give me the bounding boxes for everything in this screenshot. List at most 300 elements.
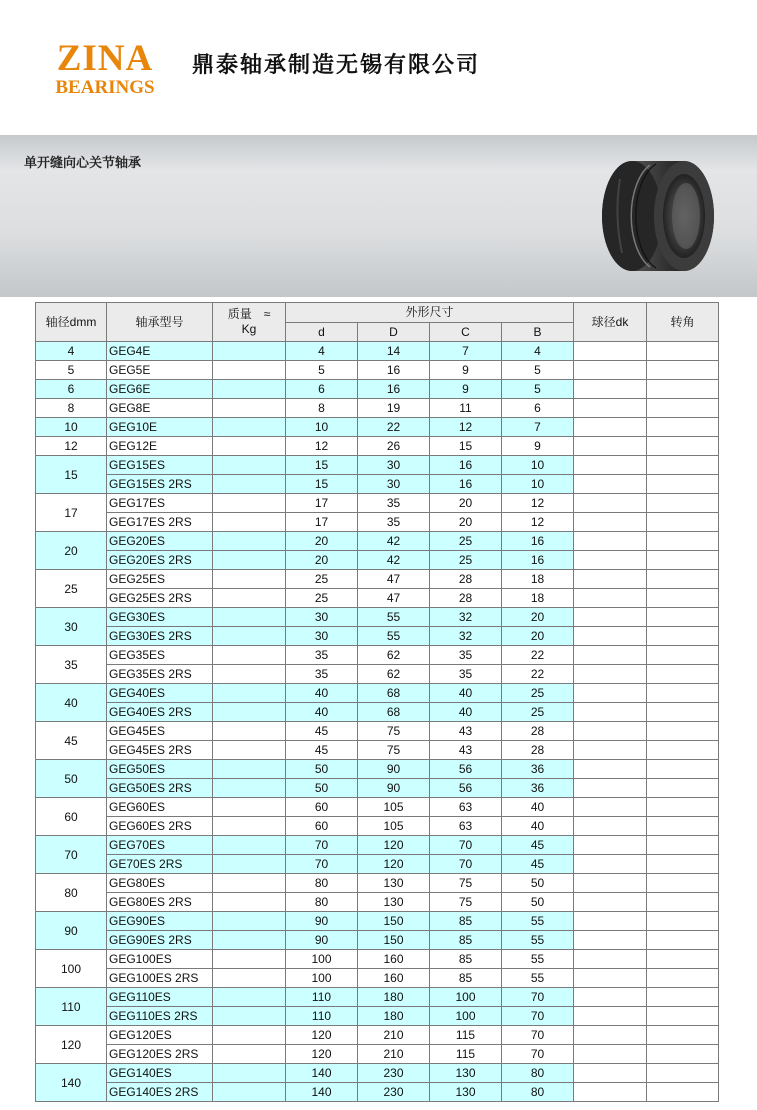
model-cell: GEG120ES	[107, 1026, 213, 1045]
d-cell: 35	[286, 646, 358, 665]
table-row	[36, 703, 719, 722]
D-cell: 150	[358, 912, 430, 931]
D-cell: 105	[358, 817, 430, 836]
ball-dia-cell	[574, 437, 647, 456]
B-cell: 70	[502, 1045, 574, 1064]
C-cell: 20	[430, 513, 502, 532]
col-header-C: C	[430, 323, 502, 342]
shaft-dia-cell: 20	[36, 532, 107, 570]
shaft-dia-cell: 100	[36, 950, 107, 988]
angle-cell	[647, 399, 719, 418]
ball-dia-cell	[574, 1026, 647, 1045]
ball-dia-cell	[574, 1045, 647, 1064]
table-row	[36, 437, 719, 456]
angle-cell	[647, 760, 719, 779]
col-header-angle: 转角	[647, 303, 719, 342]
mass-cell	[213, 399, 286, 418]
angle-cell	[647, 1026, 719, 1045]
D-cell: 14	[358, 342, 430, 361]
C-cell: 56	[430, 779, 502, 798]
B-cell: 18	[502, 589, 574, 608]
model-cell: GEG35ES 2RS	[107, 665, 213, 684]
model-cell: GEG45ES 2RS	[107, 741, 213, 760]
d-cell: 50	[286, 779, 358, 798]
mass-cell	[213, 1045, 286, 1064]
shaft-dia-cell: 45	[36, 722, 107, 760]
col-header-B: B	[502, 323, 574, 342]
D-cell: 75	[358, 722, 430, 741]
angle-cell	[647, 494, 719, 513]
C-cell: 9	[430, 380, 502, 399]
table-row	[36, 513, 719, 532]
mass-cell	[213, 684, 286, 703]
model-cell: GEG40ES 2RS	[107, 703, 213, 722]
ball-dia-cell	[574, 665, 647, 684]
angle-cell	[647, 722, 719, 741]
model-cell: GEG80ES	[107, 874, 213, 893]
C-cell: 130	[430, 1064, 502, 1083]
d-cell: 12	[286, 437, 358, 456]
shaft-dia-cell: 90	[36, 912, 107, 950]
B-cell: 40	[502, 817, 574, 836]
D-cell: 230	[358, 1083, 430, 1102]
model-cell: GEG50ES 2RS	[107, 779, 213, 798]
ball-dia-cell	[574, 684, 647, 703]
B-cell: 36	[502, 779, 574, 798]
model-cell: GEG4E	[107, 342, 213, 361]
ball-dia-cell	[574, 817, 647, 836]
mass-cell	[213, 988, 286, 1007]
mass-cell	[213, 342, 286, 361]
model-cell: GEG40ES	[107, 684, 213, 703]
d-cell: 140	[286, 1083, 358, 1102]
mass-cell	[213, 741, 286, 760]
table-row	[36, 988, 719, 1007]
C-cell: 115	[430, 1045, 502, 1064]
angle-cell	[647, 589, 719, 608]
C-cell: 28	[430, 589, 502, 608]
shaft-dia-cell: 60	[36, 798, 107, 836]
d-cell: 70	[286, 855, 358, 874]
shaft-dia-cell: 10	[36, 418, 107, 437]
ball-dia-cell	[574, 893, 647, 912]
ball-dia-cell	[574, 950, 647, 969]
model-cell: GEG25ES 2RS	[107, 589, 213, 608]
ball-dia-cell	[574, 703, 647, 722]
angle-cell	[647, 703, 719, 722]
D-cell: 210	[358, 1045, 430, 1064]
angle-cell	[647, 988, 719, 1007]
col-header-model: 轴承型号	[107, 303, 213, 342]
shaft-dia-cell: 12	[36, 437, 107, 456]
model-cell: GEG10E	[107, 418, 213, 437]
B-cell: 22	[502, 646, 574, 665]
logo-line1: ZINA	[56, 38, 154, 79]
shaft-dia-cell: 4	[36, 342, 107, 361]
model-cell: GEG25ES	[107, 570, 213, 589]
d-cell: 30	[286, 627, 358, 646]
D-cell: 35	[358, 494, 430, 513]
ball-dia-cell	[574, 399, 647, 418]
d-cell: 35	[286, 665, 358, 684]
B-cell: 70	[502, 1026, 574, 1045]
D-cell: 120	[358, 855, 430, 874]
ball-dia-cell	[574, 361, 647, 380]
angle-cell	[647, 893, 719, 912]
mass-cell	[213, 779, 286, 798]
ball-dia-cell	[574, 551, 647, 570]
angle-cell	[647, 608, 719, 627]
D-cell: 26	[358, 437, 430, 456]
ball-dia-cell	[574, 836, 647, 855]
D-cell: 75	[358, 741, 430, 760]
B-cell: 70	[502, 1007, 574, 1026]
angle-cell	[647, 950, 719, 969]
d-cell: 100	[286, 969, 358, 988]
ball-dia-cell	[574, 1007, 647, 1026]
ball-dia-cell	[574, 760, 647, 779]
d-cell: 15	[286, 456, 358, 475]
mass-cell	[213, 494, 286, 513]
ball-dia-cell	[574, 475, 647, 494]
model-cell: GEG90ES 2RS	[107, 931, 213, 950]
angle-cell	[647, 1007, 719, 1026]
C-cell: 16	[430, 475, 502, 494]
C-cell: 63	[430, 798, 502, 817]
ball-dia-cell	[574, 456, 647, 475]
model-cell: GEG15ES	[107, 456, 213, 475]
C-cell: 56	[430, 760, 502, 779]
col-header-ball-dia: 球径dk	[574, 303, 647, 342]
mass-cell	[213, 893, 286, 912]
table-row	[36, 874, 719, 893]
ball-dia-cell	[574, 874, 647, 893]
B-cell: 22	[502, 665, 574, 684]
model-cell: GEG30ES	[107, 608, 213, 627]
product-banner	[0, 135, 757, 297]
table-row	[36, 798, 719, 817]
model-cell: GEG15ES 2RS	[107, 475, 213, 494]
C-cell: 16	[430, 456, 502, 475]
d-cell: 10	[286, 418, 358, 437]
C-cell: 35	[430, 665, 502, 684]
C-cell: 32	[430, 608, 502, 627]
col-header-D: D	[358, 323, 430, 342]
mass-cell	[213, 969, 286, 988]
d-cell: 25	[286, 570, 358, 589]
mass-cell	[213, 646, 286, 665]
B-cell: 25	[502, 703, 574, 722]
table-row	[36, 418, 719, 437]
angle-cell	[647, 1083, 719, 1102]
table-row	[36, 760, 719, 779]
D-cell: 62	[358, 665, 430, 684]
B-cell: 16	[502, 551, 574, 570]
ball-dia-cell	[574, 741, 647, 760]
C-cell: 12	[430, 418, 502, 437]
angle-cell	[647, 456, 719, 475]
D-cell: 130	[358, 874, 430, 893]
C-cell: 70	[430, 836, 502, 855]
B-cell: 10	[502, 475, 574, 494]
shaft-dia-cell: 140	[36, 1064, 107, 1102]
C-cell: 115	[430, 1026, 502, 1045]
mass-cell	[213, 627, 286, 646]
model-cell: GEG120ES 2RS	[107, 1045, 213, 1064]
col-header-d: d	[286, 323, 358, 342]
D-cell: 62	[358, 646, 430, 665]
mass-cell	[213, 855, 286, 874]
C-cell: 15	[430, 437, 502, 456]
C-cell: 43	[430, 722, 502, 741]
D-cell: 90	[358, 779, 430, 798]
mass-cell	[213, 665, 286, 684]
B-cell: 55	[502, 931, 574, 950]
model-cell: GEG12E	[107, 437, 213, 456]
shaft-dia-cell: 17	[36, 494, 107, 532]
table-row	[36, 1045, 719, 1064]
B-cell: 20	[502, 608, 574, 627]
mass-cell	[213, 950, 286, 969]
angle-cell	[647, 437, 719, 456]
D-cell: 42	[358, 532, 430, 551]
D-cell: 30	[358, 475, 430, 494]
mass-cell	[213, 1064, 286, 1083]
table-row	[36, 741, 719, 760]
model-cell: GEG80ES 2RS	[107, 893, 213, 912]
D-cell: 42	[358, 551, 430, 570]
angle-cell	[647, 855, 719, 874]
angle-cell	[647, 551, 719, 570]
table-row	[36, 570, 719, 589]
shaft-dia-cell: 35	[36, 646, 107, 684]
mass-cell	[213, 1007, 286, 1026]
d-cell: 80	[286, 874, 358, 893]
bearing-image	[592, 149, 722, 279]
model-cell: GEG50ES	[107, 760, 213, 779]
B-cell: 80	[502, 1083, 574, 1102]
model-cell: GEG20ES 2RS	[107, 551, 213, 570]
table-row	[36, 1026, 719, 1045]
C-cell: 28	[430, 570, 502, 589]
C-cell: 85	[430, 950, 502, 969]
d-cell: 140	[286, 1064, 358, 1083]
ball-dia-cell	[574, 969, 647, 988]
C-cell: 85	[430, 969, 502, 988]
angle-cell	[647, 931, 719, 950]
page-header	[0, 0, 757, 135]
mass-cell	[213, 1026, 286, 1045]
ball-dia-cell	[574, 589, 647, 608]
B-cell: 70	[502, 988, 574, 1007]
table-row	[36, 665, 719, 684]
table-row	[36, 399, 719, 418]
model-cell: GEG100ES	[107, 950, 213, 969]
table-row	[36, 608, 719, 627]
shaft-dia-cell: 40	[36, 684, 107, 722]
d-cell: 120	[286, 1045, 358, 1064]
D-cell: 180	[358, 988, 430, 1007]
C-cell: 25	[430, 532, 502, 551]
ball-dia-cell	[574, 931, 647, 950]
spec-table	[35, 302, 719, 1102]
B-cell: 10	[502, 456, 574, 475]
ball-dia-cell	[574, 627, 647, 646]
shaft-dia-cell: 50	[36, 760, 107, 798]
table-row	[36, 532, 719, 551]
angle-cell	[647, 627, 719, 646]
angle-cell	[647, 570, 719, 589]
D-cell: 130	[358, 893, 430, 912]
C-cell: 85	[430, 912, 502, 931]
C-cell: 85	[430, 931, 502, 950]
B-cell: 55	[502, 969, 574, 988]
table-row	[36, 475, 719, 494]
table-row	[36, 646, 719, 665]
mass-cell	[213, 874, 286, 893]
C-cell: 63	[430, 817, 502, 836]
d-cell: 8	[286, 399, 358, 418]
table-row	[36, 1007, 719, 1026]
B-cell: 28	[502, 741, 574, 760]
angle-cell	[647, 513, 719, 532]
mass-cell	[213, 760, 286, 779]
angle-cell	[647, 836, 719, 855]
C-cell: 20	[430, 494, 502, 513]
angle-cell	[647, 475, 719, 494]
C-cell: 75	[430, 893, 502, 912]
D-cell: 150	[358, 931, 430, 950]
mass-cell	[213, 551, 286, 570]
logo-line2: BEARINGS	[55, 77, 155, 98]
D-cell: 19	[358, 399, 430, 418]
angle-cell	[647, 1064, 719, 1083]
D-cell: 230	[358, 1064, 430, 1083]
C-cell: 130	[430, 1083, 502, 1102]
D-cell: 22	[358, 418, 430, 437]
B-cell: 55	[502, 912, 574, 931]
d-cell: 70	[286, 836, 358, 855]
mass-cell	[213, 817, 286, 836]
col-header-shaft-dia: 轴径dmm	[36, 303, 107, 342]
shaft-dia-cell: 5	[36, 361, 107, 380]
ball-dia-cell	[574, 912, 647, 931]
d-cell: 17	[286, 494, 358, 513]
shaft-dia-cell: 30	[36, 608, 107, 646]
C-cell: 100	[430, 988, 502, 1007]
angle-cell	[647, 418, 719, 437]
angle-cell	[647, 532, 719, 551]
shaft-dia-cell: 8	[36, 399, 107, 418]
angle-cell	[647, 912, 719, 931]
ball-dia-cell	[574, 570, 647, 589]
B-cell: 12	[502, 494, 574, 513]
angle-cell	[647, 684, 719, 703]
C-cell: 100	[430, 1007, 502, 1026]
ball-dia-cell	[574, 988, 647, 1007]
D-cell: 90	[358, 760, 430, 779]
C-cell: 7	[430, 342, 502, 361]
model-cell: GEG17ES 2RS	[107, 513, 213, 532]
table-row	[36, 1064, 719, 1083]
model-cell: GE70ES 2RS	[107, 855, 213, 874]
mass-cell	[213, 931, 286, 950]
table-row	[36, 931, 719, 950]
d-cell: 20	[286, 551, 358, 570]
model-cell: GEG140ES	[107, 1064, 213, 1083]
D-cell: 16	[358, 380, 430, 399]
mass-cell	[213, 456, 286, 475]
d-cell: 50	[286, 760, 358, 779]
shaft-dia-cell: 120	[36, 1026, 107, 1064]
shaft-dia-cell: 25	[36, 570, 107, 608]
table-row	[36, 684, 719, 703]
mass-cell	[213, 589, 286, 608]
table-row	[36, 855, 719, 874]
mass-cell	[213, 418, 286, 437]
d-cell: 4	[286, 342, 358, 361]
d-cell: 100	[286, 950, 358, 969]
d-cell: 17	[286, 513, 358, 532]
B-cell: 4	[502, 342, 574, 361]
d-cell: 30	[286, 608, 358, 627]
C-cell: 70	[430, 855, 502, 874]
d-cell: 40	[286, 684, 358, 703]
D-cell: 68	[358, 703, 430, 722]
C-cell: 9	[430, 361, 502, 380]
B-cell: 45	[502, 836, 574, 855]
mass-cell	[213, 703, 286, 722]
B-cell: 50	[502, 874, 574, 893]
B-cell: 5	[502, 361, 574, 380]
model-cell: GEG5E	[107, 361, 213, 380]
ball-dia-cell	[574, 532, 647, 551]
D-cell: 47	[358, 570, 430, 589]
B-cell: 36	[502, 760, 574, 779]
table-row	[36, 969, 719, 988]
col-header-mass	[213, 303, 286, 342]
angle-cell	[647, 1045, 719, 1064]
D-cell: 120	[358, 836, 430, 855]
d-cell: 15	[286, 475, 358, 494]
C-cell: 25	[430, 551, 502, 570]
d-cell: 90	[286, 912, 358, 931]
model-cell: GEG70ES	[107, 836, 213, 855]
model-cell: GEG110ES 2RS	[107, 1007, 213, 1026]
model-cell: GEG8E	[107, 399, 213, 418]
D-cell: 35	[358, 513, 430, 532]
model-cell: GEG30ES 2RS	[107, 627, 213, 646]
model-cell: GEG35ES	[107, 646, 213, 665]
C-cell: 35	[430, 646, 502, 665]
model-cell: GEG90ES	[107, 912, 213, 931]
D-cell: 47	[358, 589, 430, 608]
B-cell: 55	[502, 950, 574, 969]
table-row	[36, 456, 719, 475]
spec-table-body	[36, 342, 719, 1102]
angle-cell	[647, 798, 719, 817]
D-cell: 105	[358, 798, 430, 817]
D-cell: 55	[358, 627, 430, 646]
mass-cell	[213, 513, 286, 532]
D-cell: 160	[358, 969, 430, 988]
B-cell: 20	[502, 627, 574, 646]
ball-dia-cell	[574, 342, 647, 361]
table-row	[36, 912, 719, 931]
model-cell: GEG60ES	[107, 798, 213, 817]
ball-dia-cell	[574, 1064, 647, 1083]
mass-cell	[213, 912, 286, 931]
